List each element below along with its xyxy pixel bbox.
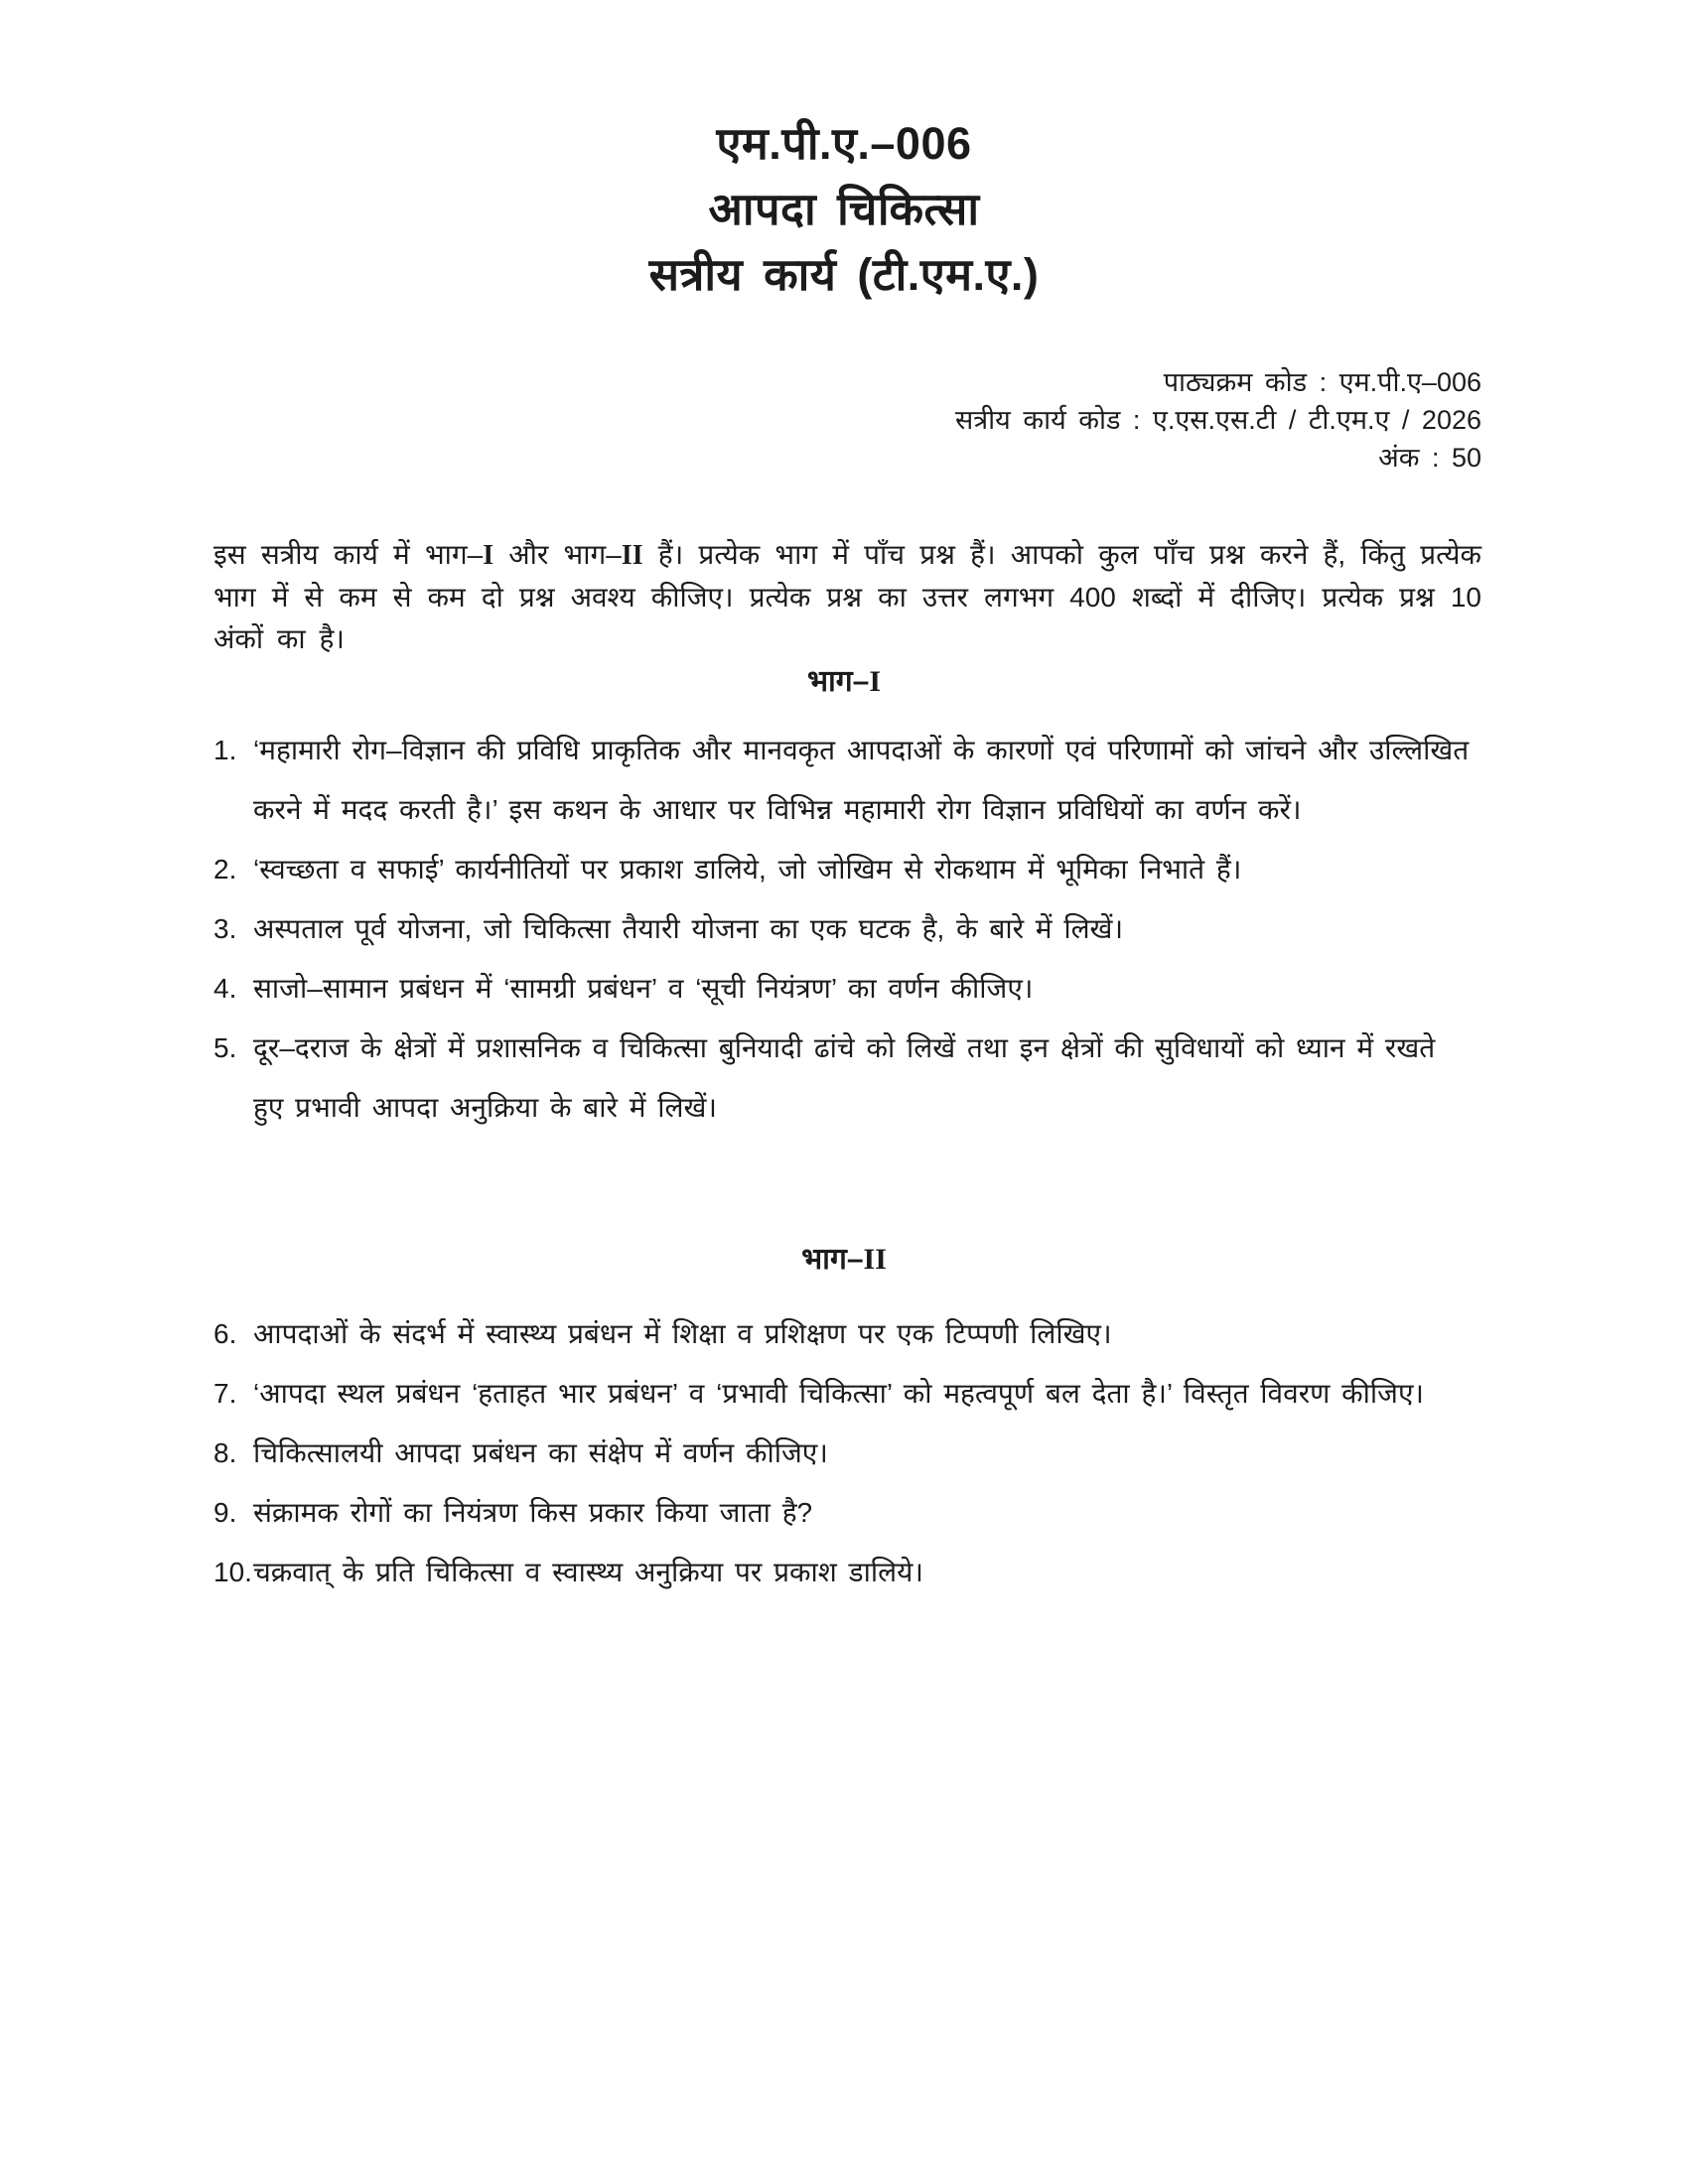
question-text-1: ‘महामारी रोग–विज्ञान की प्रविधि प्राकृतिक और मानवकृत आपदाओं के कारणों एवं परिणामों को जांचने और उल्लिखित करने में मदद करती है।’ इस कथन के आधार पर विभिन्न महामारी रोग विज्ञान प्रविधियों का वर्णन करें। <box>253 735 1470 825</box>
instructions-segment-2: और भाग– <box>493 539 622 570</box>
question-number-10: 10. <box>213 1557 252 1587</box>
part-2-heading-numeral: II <box>863 1243 887 1276</box>
title-block <box>0 111 1688 308</box>
meta-assignment-code: सत्रीय कार्य कोड : ए.एस.एस.टी / टी.एम.ए / 2026 <box>955 405 1481 435</box>
question-text-5: दूर–दराज के क्षेत्रों में प्रशासनिक व चिकित्सा बुनियादी ढांचे को लिखें तथा इन क्षेत्रों की सुविधायों को ध्यान में रखते हुए प्रभावी आपदा अनुक्रिया के बारे में लिखें। <box>253 1032 1436 1123</box>
question-item-5 <box>213 1019 1475 1138</box>
question-text-7: ‘आपदा स्थल प्रबंधन ‘हताहत भार प्रबंधन’ व ‘प्रभावी चिकित्सा’ को महत्वपूर्ण बल देता है।’ विस्तृत विवरण कीजिए। <box>253 1378 1425 1409</box>
question-number-8: 8. <box>213 1437 237 1468</box>
question-item-2 <box>213 840 1475 899</box>
question-number-3: 3. <box>213 913 237 944</box>
course-name-title: आपदा चिकित्सा <box>708 184 980 234</box>
question-item-10 <box>213 1543 1475 1602</box>
instructions-part-1-numeral: I <box>483 540 494 571</box>
part-2-question-list <box>213 1304 1475 1602</box>
question-item-9 <box>213 1483 1475 1543</box>
question-item-6 <box>213 1304 1475 1364</box>
assignment-type-title: सत्रीय कार्य (टी.एम.ए.) <box>648 249 1040 300</box>
question-text-3: अस्पताल पूर्व योजना, जो चिकित्सा तैयारी योजना का एक घटक है, के बारे में लिखें। <box>253 913 1124 944</box>
course-code-title: एम.पी.ए.–006 <box>716 118 972 169</box>
part-1-heading-prefix: भाग– <box>806 665 870 698</box>
question-text-6: आपदाओं के संदर्भ में स्वास्थ्य प्रबंधन में शिक्षा व प्रशिक्षण पर एक टिप्पणी लिखिए। <box>253 1318 1112 1349</box>
question-text-4: साजो–सामान प्रबंधन में ‘सामग्री प्रबंधन’ व ‘सूची नियंत्रण’ का वर्णन कीजिए। <box>253 973 1034 1004</box>
part-1-heading <box>0 659 1688 700</box>
question-number-9: 9. <box>213 1497 237 1528</box>
question-text-10: चक्रवात् के प्रति चिकित्सा व स्वास्थ्य अनुक्रिया पर प्रकाश डालिये। <box>253 1557 923 1587</box>
question-item-4 <box>213 959 1475 1019</box>
meta-course-code: पाठ्यक्रम कोड : एम.पी.ए–006 <box>1163 367 1481 397</box>
instructions-segment-3: हैं। प्रत्येक भाग में पाँच प्रश्न हैं। आपको कुल पाँच प्रश्न करने हैं, किंतु प्रत्येक भाग में से कम से कम दो प्रश्न अवश्य कीजिए। प्रत्येक प्रश्न का उत्तर लगभग 400 शब्दों में दीजिए। प्रत्येक प्रश्न 10 अंकों का है। <box>213 539 1482 654</box>
part-2-heading <box>0 1237 1688 1278</box>
question-item-1 <box>213 721 1475 840</box>
part-1-heading-numeral: I <box>869 665 882 698</box>
question-number-5: 5. <box>213 1032 237 1063</box>
question-number-7: 7. <box>213 1378 237 1409</box>
question-text-9: संक्रामक रोगों का नियंत्रण किस प्रकार किया जाता है? <box>253 1497 813 1528</box>
question-item-8 <box>213 1424 1475 1483</box>
instructions-segment-1: इस सत्रीय कार्य में भाग– <box>213 539 484 570</box>
question-number-4: 4. <box>213 973 237 1004</box>
question-item-3 <box>213 899 1475 959</box>
meta-marks: अंक : 50 <box>1378 443 1481 473</box>
instructions-part-2-numeral: II <box>621 540 643 571</box>
question-number-1: 1. <box>213 735 237 765</box>
part-1-question-list <box>213 721 1475 1138</box>
meta-block <box>955 363 1481 477</box>
question-text-8: चिकित्सालयी आपदा प्रबंधन का संक्षेप में वर्णन कीजिए। <box>253 1437 828 1468</box>
question-text-2: ‘स्वच्छता व सफाई’ कार्यनीतियों पर प्रकाश डालिये, जो जोखिम से रोकथाम में भूमिका निभाते हैं। <box>253 854 1242 885</box>
part-2-heading-prefix: भाग– <box>801 1243 864 1276</box>
instructions-paragraph <box>213 534 1481 660</box>
question-item-7 <box>213 1364 1475 1424</box>
question-number-6: 6. <box>213 1318 237 1349</box>
question-number-2: 2. <box>213 854 237 885</box>
